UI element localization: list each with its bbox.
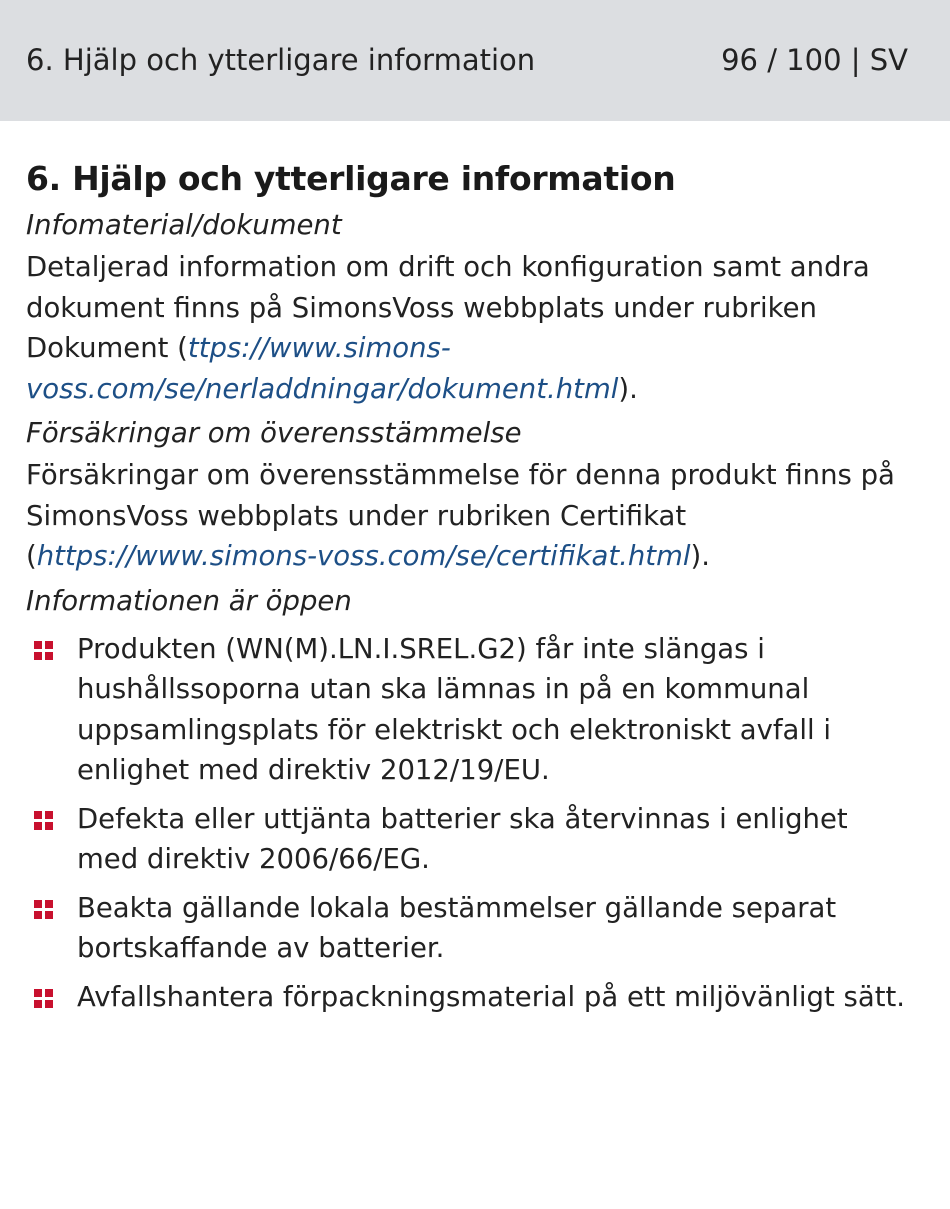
conformity-paragraph — [26, 455, 916, 577]
conformity-heading: Försäkringar om överensstämmelse — [26, 417, 522, 449]
info-material-text-end: ). — [618, 372, 638, 405]
list-item — [26, 888, 916, 969]
list-item — [26, 799, 916, 880]
info-material-paragraph — [26, 247, 916, 409]
list-item-text: Avfallshantera förpackningsmaterial på ett miljövänligt sätt. — [77, 980, 906, 1013]
four-squares-bullet-icon — [34, 811, 54, 831]
section-title: 6. Hjälp och ytterligare information — [26, 159, 676, 198]
list-item-text: Defekta eller uttjänta batterier ska återvinnas i enlighet med direktiv 2006/66/EG. — [77, 802, 848, 875]
four-squares-bullet-icon — [34, 989, 54, 1009]
conformity-text: Försäkringar om överensstämmelse för denna produkt finns på SimonsVoss webbplats under rubriken Certifikat ( — [26, 459, 895, 572]
header-chapter-title: 6. Hjälp och ytterligare information — [26, 43, 536, 77]
main-content — [26, 157, 916, 1025]
page-header — [0, 0, 950, 121]
disposal-list — [26, 629, 916, 1018]
list-item — [26, 629, 916, 791]
four-squares-bullet-icon — [34, 900, 54, 920]
certificates-link[interactable]: https://www.simons-voss.com/se/certifikat.html — [36, 540, 691, 572]
list-item — [26, 977, 916, 1018]
documents-link[interactable]: ttps://www.simons-voss.com/se/nerladdningar/dokument.html — [26, 332, 619, 405]
info-material-text: Detaljerad information om drift och konfiguration samt andra dokument finns på SimonsVoss webbplats under rubriken Dokument ( — [26, 251, 870, 364]
list-item-text: Beakta gällande lokala bestämmelser gällande separat bortskaffande av batterier. — [77, 891, 837, 964]
header-page-number: 96 / 100 | SV — [721, 43, 908, 77]
four-squares-bullet-icon — [34, 641, 54, 661]
public-info-heading: Informationen är öppen — [26, 584, 352, 617]
conformity-text-end: ). — [690, 540, 710, 572]
info-material-heading: Infomaterial/dokument — [26, 209, 342, 241]
list-item-text: Produkten (WN(M).LN.I.SREL.G2) får inte slängas i hushållssoporna utan ska lämnas in på en kommunal uppsamlingsplats för elektriskt och elektroniskt avfall i enlighet med direktiv 2012/19/EU. — [77, 632, 832, 786]
